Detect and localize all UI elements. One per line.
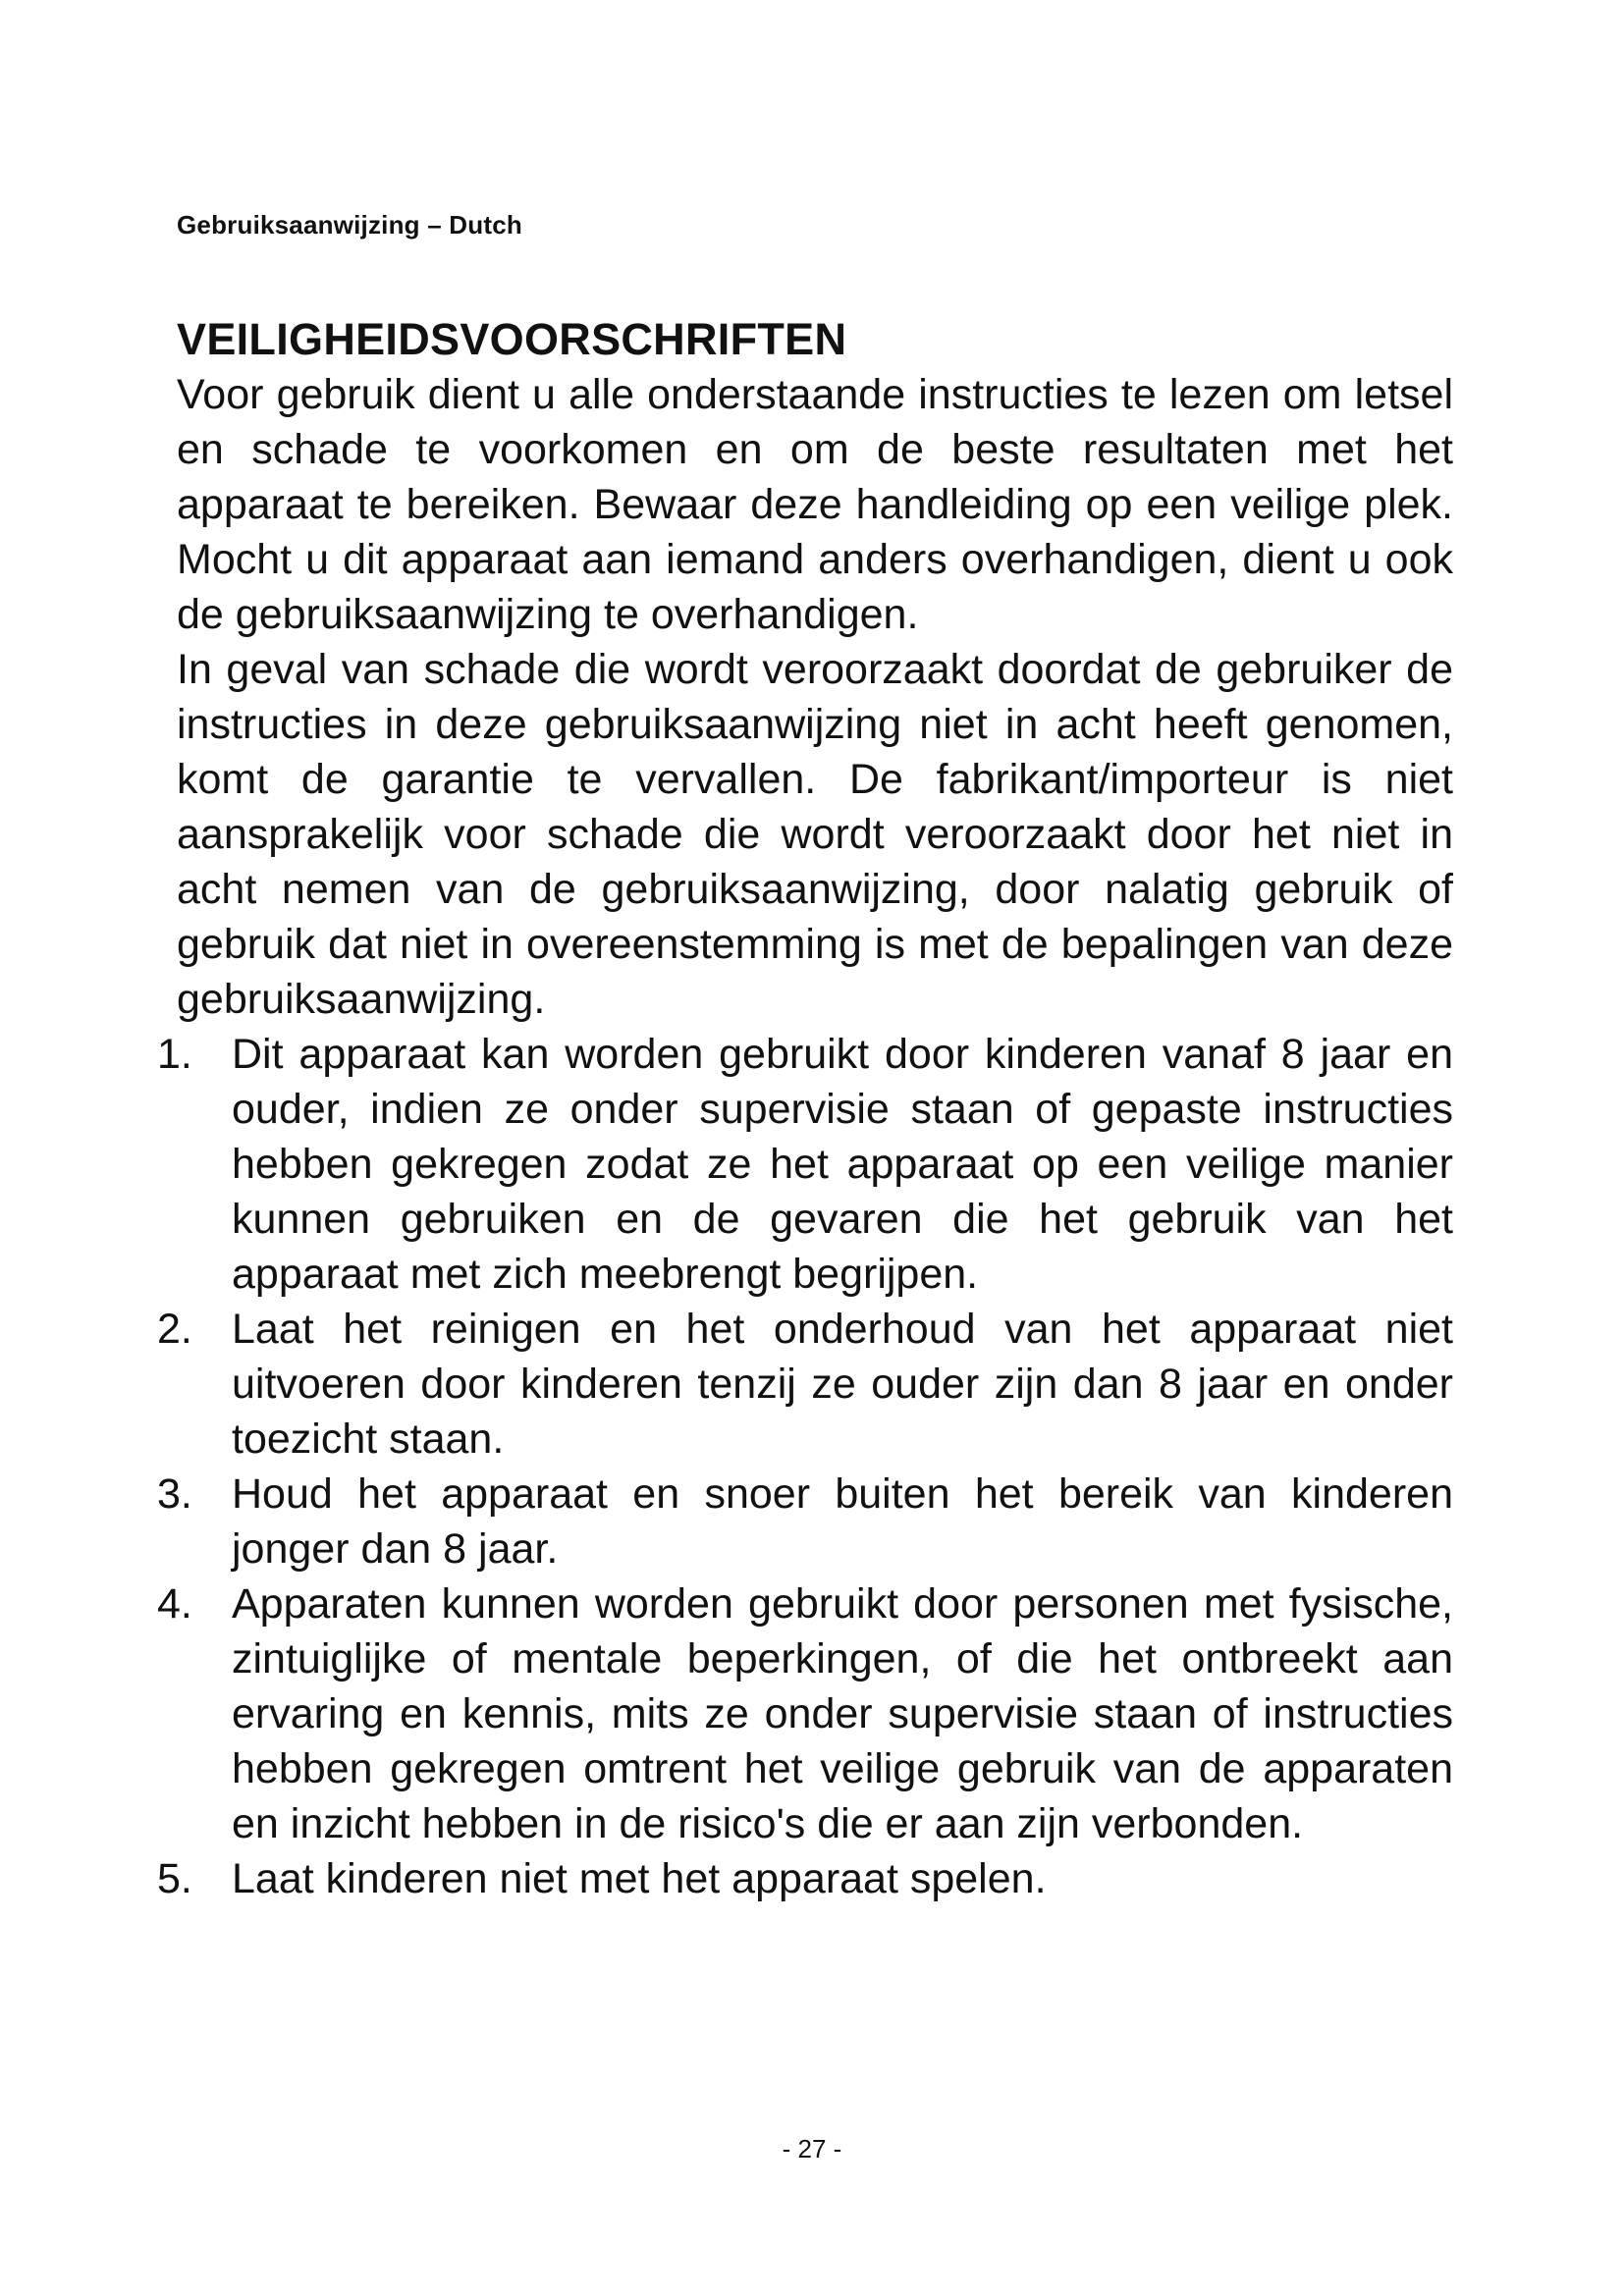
page-number: - 27 -	[782, 2134, 842, 2163]
list-item	[157, 1302, 1453, 1467]
list-item	[157, 1027, 1453, 1302]
running-header: Gebruiksaanwijzing – Dutch	[177, 210, 522, 240]
intro-paragraph: Voor gebruik dient u alle onderstaande instructies te lezen om letsel en schade te voorkomen en om de beste resultaten met het apparaat te bereiken. Bewaar deze handleiding op een veilige plek. Mocht u dit apparaat aan iemand anders overhandigen, dient u ook de gebruiksaanwijzing te overhandigen.	[177, 371, 1453, 638]
list-item-text: Laat het reinigen en het onderhoud van het apparaat niet uitvoeren door kinderen tenzij ze ouder zijn dan 8 jaar en onder toezicht staan.	[232, 1306, 1453, 1463]
list-item-text: Dit apparaat kan worden gebruikt door kinderen vanaf 8 jaar en ouder, indien ze onder supervisie staan of gepaste instructies hebben gekregen zodat ze het apparaat op een veilige manier kunnen gebruiken en de gevaren die het gebruik van het apparaat met zich meebrengt begrijpen.	[232, 1031, 1453, 1298]
list-item-text: Houd het apparaat en snoer buiten het bereik van kinderen jonger dan 8 jaar.	[232, 1470, 1453, 1573]
list-item	[157, 1851, 1453, 1906]
list-item	[157, 1467, 1453, 1576]
list-item-text: Apparaten kunnen worden gebruikt door personen met fysische, zintuiglijke of mentale beperkingen, of die het ontbreekt aan ervaring en kennis, mits ze onder supervisie staan of instructies hebben gekregen omtrent het veilige gebruik van de apparaten en inzicht hebben in de risico's die er aan zijn verbonden.	[232, 1580, 1453, 1847]
list-item-number: 5.	[157, 1855, 192, 1902]
list-item-number: 3.	[157, 1470, 192, 1518]
list-item-number: 1.	[157, 1031, 192, 1078]
list-item	[157, 1576, 1453, 1851]
section-title: VEILIGHEIDSVOORSCHRIFTEN	[177, 314, 847, 364]
safety-rules-list	[157, 1027, 1453, 1906]
list-item-number: 2.	[157, 1306, 192, 1353]
liability-paragraph: In geval van schade die wordt veroorzaakt doordat de gebruiker de instructies in deze gebruiksaanwijzing niet in acht heeft genomen, komt de garantie te vervallen. De fabrikant/importeur is niet aansprakelijk voor schade die wordt veroorzaakt door het niet in acht nemen van de gebruiksaanwijzing, door nalatig gebruik of gebruik dat niet in overeenstemming is met de bepalingen van deze gebruiksaanwijzing.	[177, 646, 1453, 1023]
list-item-text: Laat kinderen niet met het apparaat spelen.	[232, 1855, 1047, 1902]
safety-section	[157, 312, 1453, 1906]
list-item-number: 4.	[157, 1580, 192, 1628]
